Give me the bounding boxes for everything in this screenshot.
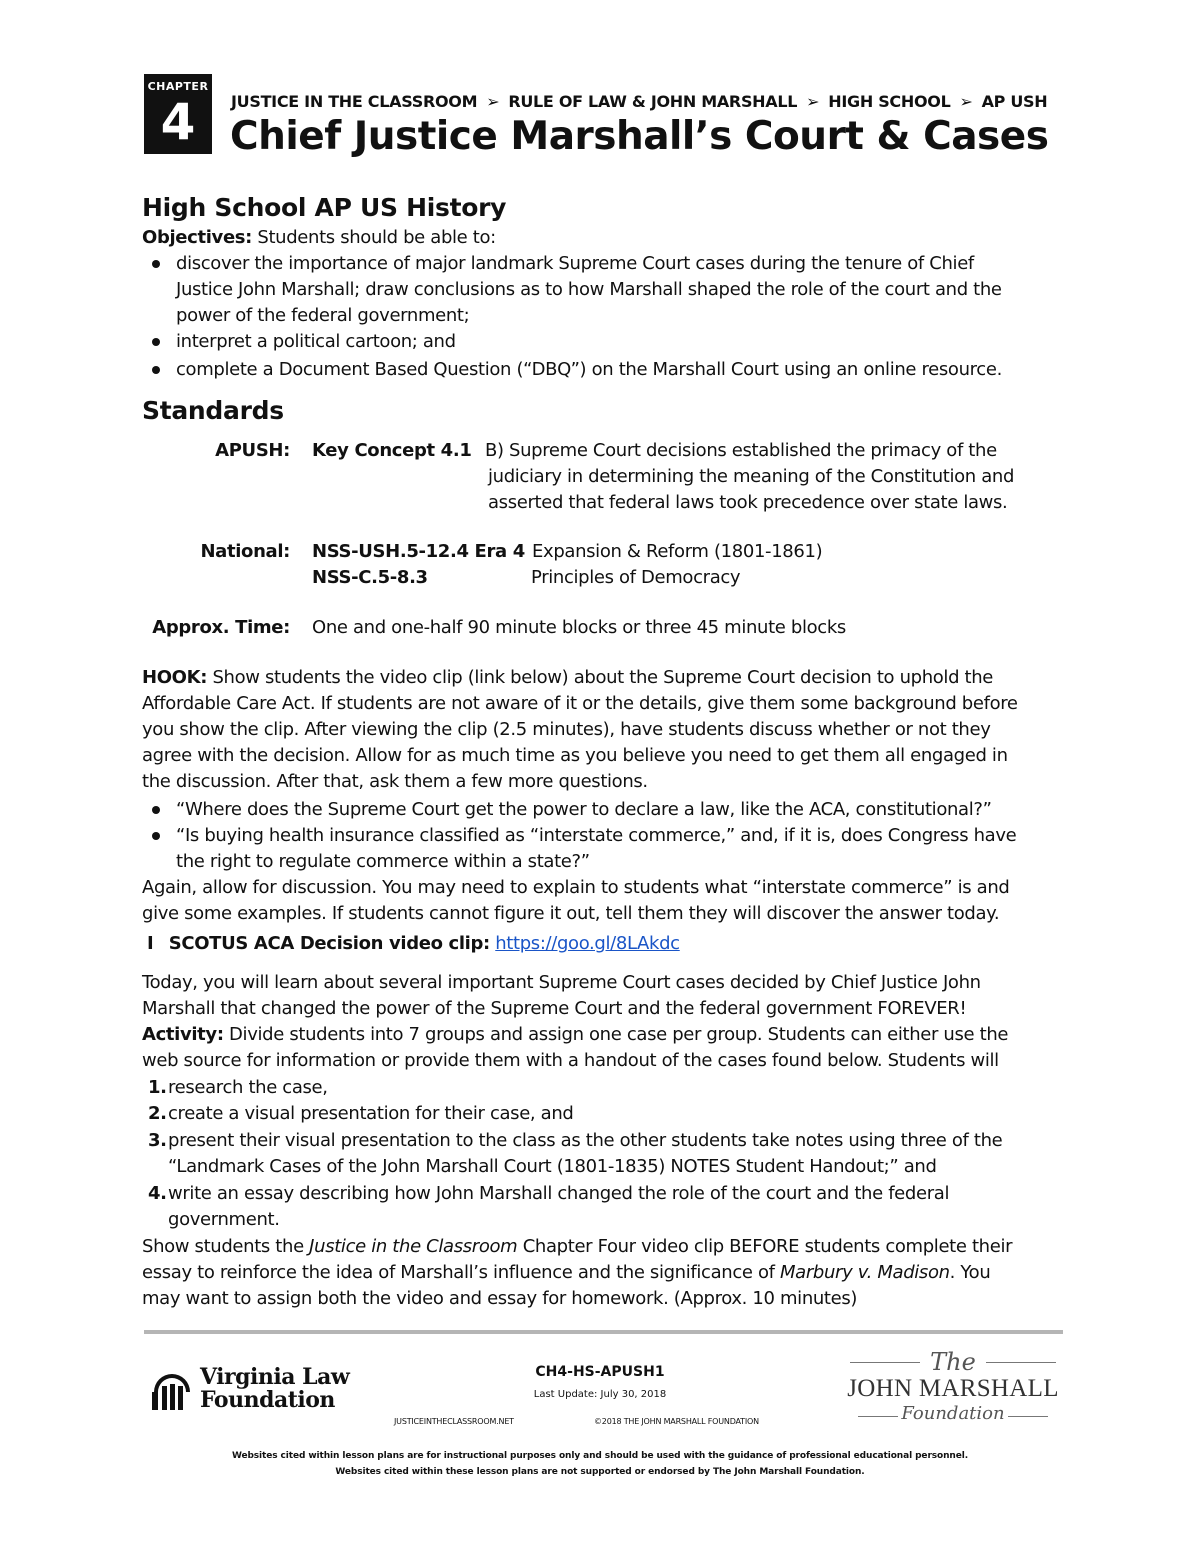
video-clip-line bbox=[147, 931, 680, 957]
lesson-code: CH4-HS-APUSH1 bbox=[535, 1364, 665, 1380]
clip-label: SCOTUS ACA Decision video clip: bbox=[168, 933, 490, 954]
hook-label: HOOK: bbox=[142, 667, 208, 688]
video-clip-link[interactable]: https://goo.gl/8LAkdc bbox=[495, 933, 680, 954]
step-text: write an essay describing how John Marshall changed the role of the court and the federal bbox=[168, 1183, 950, 1204]
step-text: create a visual presentation for their case, and bbox=[168, 1103, 574, 1124]
standards-heading: Standards bbox=[142, 396, 284, 425]
apush-desc-line: judiciary in determining the meaning of the Constitution and bbox=[488, 466, 1015, 487]
objectives-intro: Students should be able to: bbox=[252, 227, 496, 248]
disclaimer-line: Websites cited within these lesson plans are not supported or endorsed by The John Marshall Foundation. bbox=[335, 1467, 865, 1477]
vlf-line: Foundation bbox=[200, 1387, 335, 1413]
time-value: One and one-half 90 minute blocks or three 45 minute blocks bbox=[312, 617, 846, 638]
step-text: present their visual presentation to the class as the other students take notes using three of the bbox=[168, 1130, 1003, 1151]
hook-line: you show the clip. After viewing the clip (2.5 minutes), have students discuss whether or not they bbox=[142, 719, 991, 740]
activity-label: Activity: bbox=[142, 1024, 224, 1045]
objective-line: Justice John Marshall; draw conclusions as to how Marshall shaped the role of the court and the bbox=[176, 279, 1002, 300]
activity-intro-line: Marshall that changed the power of the Supreme Court and the federal government FOREVER! bbox=[142, 998, 967, 1019]
vlf-wordmark bbox=[200, 1366, 349, 1412]
virginia-law-foundation-logo bbox=[150, 1366, 360, 1416]
step-number: 1. bbox=[148, 1077, 167, 1098]
hook-line: Affordable Care Act. If students are not aware of it or the details, give them some background before bbox=[142, 693, 1018, 714]
closing-text: essay to reinforce the idea of Marshall’s influence and the significance of bbox=[142, 1262, 780, 1283]
national-desc: Principles of Democracy bbox=[531, 567, 741, 588]
objective-line: interpret a political cartoon; and bbox=[176, 331, 456, 352]
breadcrumb-item: JUSTICE IN THE CLASSROOM bbox=[231, 92, 478, 111]
closing-text: . You bbox=[949, 1262, 991, 1283]
activity-line: web source for information or provide them with a handout of the cases found below. Students will bbox=[142, 1050, 999, 1071]
breadcrumb-item: HIGH SCHOOL bbox=[828, 92, 951, 111]
hook-line: the discussion. After that, ask them a few more questions. bbox=[142, 771, 648, 792]
closing-line bbox=[142, 1260, 990, 1286]
page-title: Chief Justice Marshall’s Court & Cases bbox=[230, 114, 1049, 159]
closing-text: Chapter Four video clip BEFORE students complete their bbox=[517, 1236, 1013, 1257]
breadcrumb-arrow-icon: ➢ bbox=[806, 92, 820, 111]
bullet-icon bbox=[152, 806, 160, 814]
footer-divider bbox=[144, 1330, 1063, 1334]
objective-line: power of the federal government; bbox=[176, 305, 470, 326]
hook-question: “Is buying health insurance classified as “interstate commerce,” and, if it is, does Congress have bbox=[176, 825, 1017, 846]
apush-concept: Key Concept 4.1 bbox=[312, 440, 472, 461]
objective-line: complete a Document Based Question (“DBQ”) on the Marshall Court using an online resource. bbox=[176, 359, 1002, 380]
national-label: National: bbox=[200, 541, 290, 562]
apush-label: APUSH: bbox=[215, 440, 290, 461]
hook-after-line: give some examples. If students cannot figure it out, tell them they will discover the answer today. bbox=[142, 903, 1000, 924]
bullet-icon bbox=[152, 260, 160, 268]
apush-desc-line: asserted that federal laws took precedence over state laws. bbox=[488, 492, 1008, 513]
hook-question: “Where does the Supreme Court get the power to declare a law, like the ACA, constitutional?” bbox=[176, 799, 992, 820]
step-number: 2. bbox=[148, 1103, 167, 1124]
apush-desc-line: B) Supreme Court decisions established the primacy of the bbox=[485, 440, 997, 461]
closing-italic: Marbury v. Madison bbox=[779, 1262, 950, 1283]
jmf-the: The bbox=[930, 1348, 976, 1376]
chapter-badge bbox=[144, 74, 212, 154]
bullet-icon bbox=[152, 832, 160, 840]
breadcrumb-item: RULE OF LAW & JOHN MARSHALL bbox=[508, 92, 798, 111]
hook-line bbox=[142, 665, 993, 691]
national-desc: Expansion & Reform (1801-1861) bbox=[532, 541, 823, 562]
columns-icon bbox=[150, 1368, 194, 1412]
activity-text: Divide students into 7 groups and assign one case per group. Students can either use the bbox=[223, 1024, 1009, 1045]
course-heading: High School AP US History bbox=[142, 193, 507, 222]
step-text: government. bbox=[168, 1209, 280, 1230]
objectives-label: Objectives: bbox=[142, 227, 253, 248]
objectives-line bbox=[142, 225, 496, 251]
chapter-number: 4 bbox=[160, 93, 196, 151]
activity-intro-line: Today, you will learn about several important Supreme Court cases decided by Chief Justice John bbox=[142, 972, 981, 993]
hook-after-line: Again, allow for discussion. You may need to explain to students what “interstate commerce” is and bbox=[142, 877, 1010, 898]
john-marshall-foundation-logo bbox=[844, 1348, 1062, 1428]
closing-line: may want to assign both the video and essay for homework. (Approx. 10 minutes) bbox=[142, 1288, 858, 1309]
closing-line bbox=[142, 1234, 1012, 1260]
step-text: research the case, bbox=[168, 1077, 328, 1098]
bullet-icon bbox=[152, 338, 160, 346]
hook-text: Show students the video clip (link below) about the Supreme Court decision to uphold the bbox=[207, 667, 994, 688]
hook-line: agree with the decision. Allow for as much time as you believe you need to get them all engaged in bbox=[142, 745, 1008, 766]
breadcrumb-arrow-icon: ➢ bbox=[959, 92, 973, 111]
objective-line: discover the importance of major landmark Supreme Court cases during the tenure of Chief bbox=[176, 253, 974, 274]
time-label: Approx. Time: bbox=[152, 617, 290, 638]
chapter-label: CHAPTER bbox=[147, 80, 209, 93]
step-number: 4. bbox=[148, 1183, 167, 1204]
closing-text: Show students the bbox=[142, 1236, 310, 1257]
hook-question: the right to regulate commerce within a state?” bbox=[176, 851, 590, 872]
website-text: JUSTICEINTHECLASSROOM.NET bbox=[394, 1417, 514, 1426]
breadcrumb bbox=[231, 92, 1047, 111]
national-code: NSS-USH.5-12.4 Era 4 bbox=[312, 541, 525, 562]
disclaimer-line: Websites cited within lesson plans are for instructional purposes only and should be used with the guidance of professional educational personnel. bbox=[231, 1451, 969, 1461]
last-update: Last Update: July 30, 2018 bbox=[533, 1389, 667, 1400]
activity-line bbox=[142, 1022, 1008, 1048]
breadcrumb-arrow-icon: ➢ bbox=[486, 92, 500, 111]
copyright-text: ©2018 THE JOHN MARSHALL FOUNDATION bbox=[594, 1417, 759, 1426]
jmf-foundation: Foundation bbox=[901, 1403, 1005, 1424]
breadcrumb-item: AP USH bbox=[981, 92, 1048, 111]
bullet-icon bbox=[152, 366, 160, 374]
vlf-line: Virginia Law bbox=[200, 1364, 350, 1390]
step-number: 3. bbox=[148, 1130, 167, 1151]
jmf-name: JOHN MARSHALL bbox=[847, 1375, 1059, 1402]
step-text: “Landmark Cases of the John Marshall Court (1801-1835) NOTES Student Handout;” and bbox=[168, 1156, 937, 1177]
national-code: NSS-C.5-8.3 bbox=[312, 567, 428, 588]
clip-marker-icon: I bbox=[147, 933, 154, 954]
closing-italic: Justice in the Classroom bbox=[309, 1236, 518, 1257]
